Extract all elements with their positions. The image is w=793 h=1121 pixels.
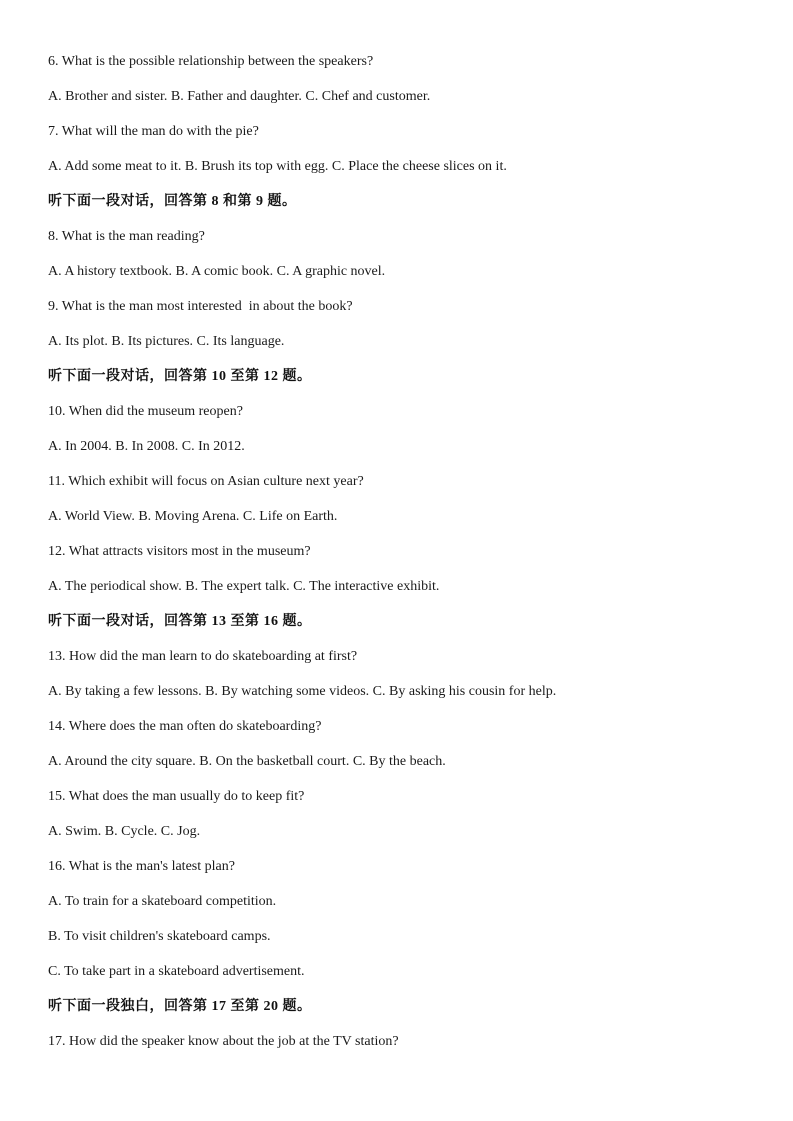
section-instruction-13-16: 听下面一段对话，回答第 13 至第 16 题。 — [48, 614, 312, 629]
question-9-stem: 9. What is the man most interested in about the book? — [48, 299, 353, 314]
question-6-options: A. Brother and sister. B. Father and daughter. C. Chef and customer. — [48, 89, 431, 104]
question-13-stem: 13. How did the man learn to do skateboarding at first? — [48, 649, 358, 664]
question-8-options: A. A history textbook. B. A comic book. C. A graphic novel. — [48, 264, 386, 279]
question-17-stem: 17. How did the speaker know about the job at the TV station? — [48, 1034, 399, 1049]
question-6-stem: 6. What is the possible relationship between the speakers? — [48, 54, 374, 69]
question-14-stem: 14. Where does the man often do skateboarding? — [48, 719, 322, 734]
question-8-stem: 8. What is the man reading? — [48, 229, 205, 244]
question-15-options: A. Swim. B. Cycle. C. Jog. — [48, 824, 201, 839]
question-16-option-c: C. To take part in a skateboard advertisement. — [48, 964, 305, 979]
question-14-options: A. Around the city square. B. On the basketball court. C. By the beach. — [48, 754, 446, 769]
question-16-option-a: A. To train for a skateboard competition. — [48, 894, 277, 909]
question-7-options: A. Add some meat to it. B. Brush its top with egg. C. Place the cheese slices on it. — [48, 159, 507, 174]
question-9-options: A. Its plot. B. Its pictures. C. Its language. — [48, 334, 285, 349]
question-12-stem: 12. What attracts visitors most in the museum? — [48, 544, 311, 559]
section-instruction-17-20: 听下面一段独白，回答第 17 至第 20 题。 — [48, 999, 312, 1014]
question-16-option-b: B. To visit children's skateboard camps. — [48, 929, 271, 944]
question-12-options: A. The periodical show. B. The expert talk. C. The interactive exhibit. — [48, 579, 440, 594]
question-11-stem: 11. Which exhibit will focus on Asian culture next year? — [48, 474, 364, 489]
question-10-options: A. In 2004. B. In 2008. C. In 2012. — [48, 439, 245, 454]
section-instruction-10-12: 听下面一段对话，回答第 10 至第 12 题。 — [48, 369, 312, 384]
question-15-stem: 15. What does the man usually do to keep fit? — [48, 789, 305, 804]
question-16-stem: 16. What is the man's latest plan? — [48, 859, 235, 874]
question-13-options: A. By taking a few lessons. B. By watching some videos. C. By asking his cousin for help. — [48, 684, 557, 699]
question-7-stem: 7. What will the man do with the pie? — [48, 124, 259, 139]
question-10-stem: 10. When did the museum reopen? — [48, 404, 243, 419]
section-instruction-8-9: 听下面一段对话，回答第 8 和第 9 题。 — [48, 194, 297, 209]
question-11-options: A. World View. B. Moving Arena. C. Life on Earth. — [48, 509, 338, 524]
